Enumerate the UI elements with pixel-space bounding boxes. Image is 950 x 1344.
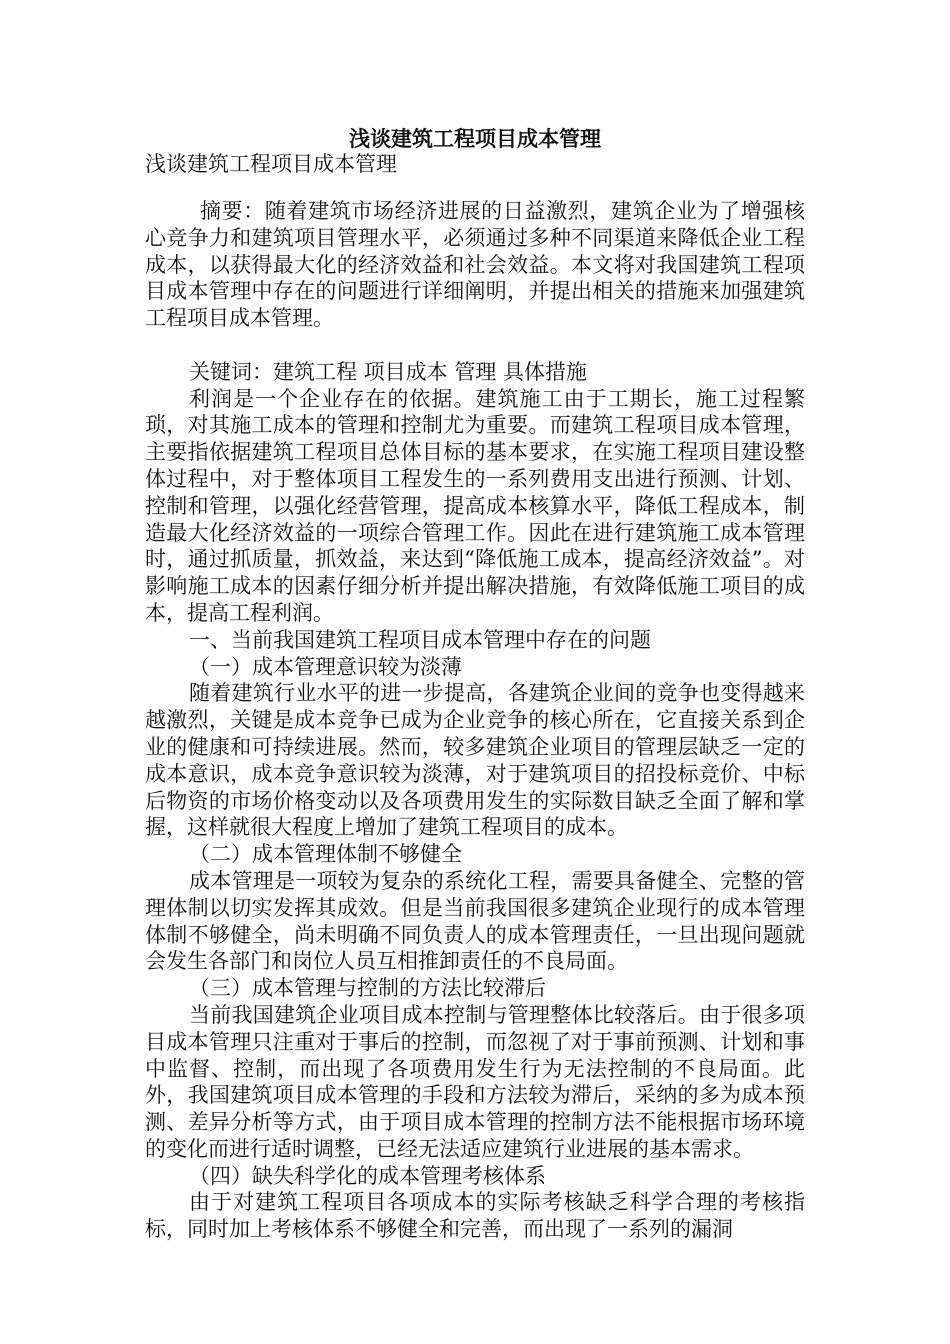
paragraph-gap	[145, 332, 805, 359]
subsection-paragraph-4: 由于对建筑工程项目各项成本的实际考核缺乏科学合理的考核指标，同时加上考核体系不够健全和完善，而出现了一系列的漏洞	[145, 1190, 805, 1242]
keywords-line: 关键词：建筑工程 项目成本 管理 具体措施	[189, 359, 588, 384]
document-title: 浅谈建筑工程项目成本管理	[349, 126, 601, 151]
subsection-heading-2: （二）成本管理体制不够健全	[189, 842, 462, 867]
subsection-paragraph-1: 随着建筑行业水平的进一步提高，各建筑企业间的竞争也变得越来越激烈，关键是成本竞争已成为企业竞争的核心所在，它直接关系到企业的健康和可持续进展。然而，较多建筑企业项目的管理层缺乏一定的成本意识，成本竞争意识较为淡薄，对于建筑项目的招投标竞价、中标后物资的市场价格变动以及各项费用发生的实际数目缺乏全面了解和掌握，这样就很大程度上增加了建筑工程项目的成本。	[145, 681, 805, 840]
subsection-paragraph-2: 成本管理是一项较为复杂的系统化工程，需要具备健全、完整的管理体制以切实发挥其成效。但是当前我国很多建筑企业现行的成本管理体制不够健全，尚未明确不同负责人的成本管理责任，一旦出现问题就会发生各部门和岗位人员互相推卸责任的不良局面。	[145, 868, 805, 974]
subsection-heading-3: （三）成本管理与控制的方法比较滞后	[189, 976, 546, 1001]
document-body	[145, 198, 805, 1243]
subsection-paragraph-3: 当前我国建筑企业项目成本控制与管理整体比较落后。由于很多项目成本管理只注重对于事后的控制，而忽视了对于事前预测、计划和事中监督、控制，而出现了各项费用发生行为无法控制的不良局面。此外，我国建筑项目成本管理的手段和方法较为滞后，采纳的多为成本预测、差异分析等方式，由于项目成本管理的控制方法不能根据市场环境的变化而进行适时调整，已经无法适应建筑行业进展的基本需求。	[145, 1002, 805, 1161]
subsection-heading-1: （一）成本管理意识较为淡薄	[189, 654, 462, 679]
abstract-paragraph: 摘要：随着建筑市场经济进展的日益激烈，建筑企业为了增强核心竞争力和建筑项目管理水平，必须通过多种不同渠道来降低企业工程成本，以获得最大化的经济效益和社会效益。本文将对我国建筑工程项目成本管理中存在的问题进行详细阐明，并提出相关的措施来加强建筑工程项目成本管理。	[145, 199, 805, 331]
document-subtitle: 浅谈建筑工程项目成本管理	[145, 152, 397, 176]
section-heading-1: 一、当前我国建筑工程项目成本管理中存在的问题	[189, 627, 651, 652]
intro-paragraph: 利润是一个企业存在的依据。建筑施工由于工期长，施工过程繁琐，对其施工成本的管理和控制尤为重要。而建筑工程项目成本管理，主要指依据建筑工程项目总体目标的基本要求，在实施工程项目建设整体过程中，对于整体项目工程发生的一系列费用支出进行预测、计划、控制和管理，以强化经营管理，提高成本核算水平，降低工程成本，制造最大化经济效益的一项综合管理工作。因此在进行建筑施工成本管理时，通过抓质量，抓效益，来达到“降低施工成本，提高经济效益”。对影响施工成本的因素仔细分析并提出解决措施，有效降低施工项目的成本，提高工程利润。	[145, 386, 805, 625]
subsection-heading-4: （四）缺失科学化的成本管理考核体系	[189, 1163, 546, 1188]
